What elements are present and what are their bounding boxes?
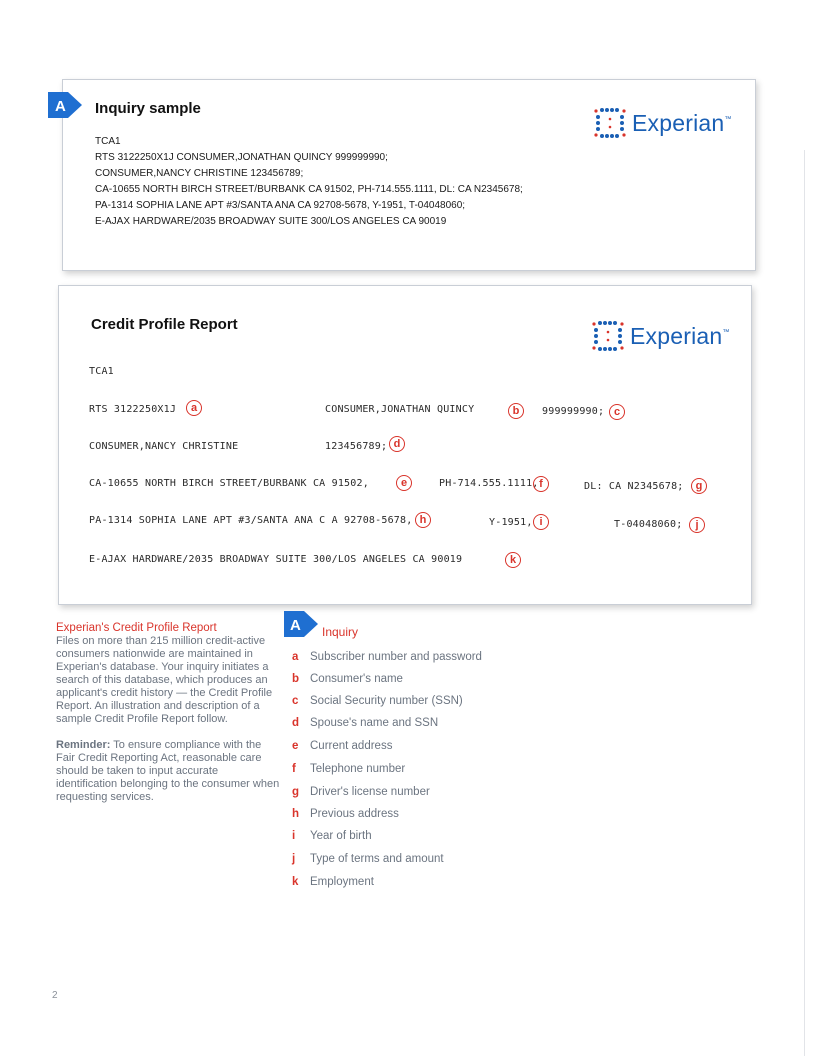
reminder-paragraph (56, 739, 281, 804)
legend-letter: e (292, 740, 299, 752)
badge-letter: A (290, 617, 301, 634)
report-year-of-birth: Y-1951, (489, 517, 533, 528)
marker-b: b (508, 403, 524, 419)
legend-letter: d (292, 717, 300, 729)
legend-label: Subscriber number and password (310, 651, 482, 663)
marker-g: g (691, 478, 707, 494)
legend-letter: c (292, 695, 299, 707)
legend-label: Previous address (310, 808, 399, 820)
legend-label: Spouse's name and SSN (310, 717, 439, 729)
experian-logo-text: Experian (632, 109, 725, 136)
report-rts: RTS 3122250X1J (89, 404, 177, 415)
legend-item (292, 853, 444, 865)
report-tca: TCA1 (89, 366, 114, 377)
legend-item (292, 763, 405, 775)
marker-e: e (396, 475, 412, 491)
page-number: 2 (52, 990, 58, 1001)
report-ssn: 999999990; (542, 406, 605, 417)
trademark-symbol: ™ (724, 115, 732, 123)
report-previous-address: PA-1314 SOPHIA LANE APT #3/SANTA ANA C A 92708-5678, (89, 515, 413, 526)
inquiry-sample-title: Inquiry sample (95, 100, 201, 117)
legend-item (292, 717, 438, 729)
legend-letter: k (292, 876, 299, 888)
trademark-symbol: ™ (722, 328, 730, 336)
legend-label: Current address (310, 740, 393, 752)
legend-a-badge-icon (284, 611, 318, 637)
legend-item (292, 786, 430, 798)
experian-logo (591, 320, 729, 352)
legend-label: Telephone number (310, 763, 406, 775)
legend-item (292, 651, 482, 663)
legend-item (292, 830, 372, 842)
legend-letter: i (292, 830, 296, 842)
inquiry-line: CONSUMER,NANCY CHRISTINE 123456789; (95, 168, 304, 179)
legend-label: Consumer's name (310, 673, 403, 685)
report-description (56, 622, 281, 804)
marker-f: f (533, 476, 549, 492)
reminder-text: To ensure compliance with the Fair Credit Reporting Act, reasonable care should be taken to input accurate identification belonging to the consumer when requesting services. (56, 739, 280, 803)
badge-letter: A (55, 98, 66, 115)
legend-label: Driver's license number (310, 786, 430, 798)
legend-letter: f (292, 763, 296, 775)
inquiry-line: RTS 3122250X1J CONSUMER,JONATHAN QUINCY 999999990; (95, 152, 388, 163)
experian-logo (593, 107, 731, 139)
report-drivers-license: DL: CA N2345678; (584, 481, 684, 492)
legend-item (292, 673, 403, 685)
experian-logo-icon (593, 107, 627, 139)
marker-c: c (609, 404, 625, 420)
inquiry-sample-card (62, 79, 756, 271)
page-edge-divider (804, 150, 805, 1056)
legend-label: Type of terms and amount (310, 853, 444, 865)
legend-label: Social Security number (SSN) (310, 695, 463, 707)
legend-letter: a (292, 651, 299, 663)
legend-title: Inquiry (322, 625, 359, 639)
experian-logo-text: Experian (630, 322, 723, 349)
legend-item (292, 808, 399, 820)
report-employment: E-AJAX HARDWARE/2035 BROADWAY SUITE 300/LOS ANGELES CA 90019 (89, 554, 463, 565)
report-phone: PH-714.555.1111, (439, 478, 539, 489)
credit-profile-report-title: Credit Profile Report (91, 316, 238, 333)
reminder-label: Reminder: (56, 739, 111, 751)
inquiry-line: CA-10655 NORTH BIRCH STREET/BURBANK CA 91502, PH-714.555.1111, DL: CA N2345678; (95, 184, 523, 195)
report-consumer-name: CONSUMER,JONATHAN QUINCY (325, 404, 475, 415)
legend-item (292, 876, 374, 888)
report-current-address: CA-10655 NORTH BIRCH STREET/BURBANK CA 91502, (89, 478, 369, 489)
legend-label: Employment (310, 876, 374, 888)
report-spouse-name: CONSUMER,NANCY CHRISTINE (89, 441, 239, 452)
inquiry-line: PA-1314 SOPHIA LANE APT #3/SANTA ANA CA 92708-5678, Y-1951, T-04048060; (95, 200, 466, 211)
section-a-badge-icon (48, 92, 82, 118)
marker-j: j (689, 517, 705, 533)
inquiry-line: TCA1 (95, 136, 121, 147)
marker-i: i (533, 514, 549, 530)
legend-item (292, 740, 392, 752)
experian-logo-icon (591, 320, 625, 352)
report-spouse-ssn: 123456789; (325, 441, 388, 452)
legend-letter: j (292, 853, 296, 865)
inquiry-line: E-AJAX HARDWARE/2035 BROADWAY SUITE 300/LOS ANGELES CA 90019 (95, 216, 447, 227)
report-terms: T-04048060; (614, 519, 683, 530)
marker-d: d (389, 436, 405, 452)
credit-profile-report-card (58, 285, 752, 605)
inquiry-sample-lines (95, 134, 523, 230)
description-heading: Experian's Credit Profile Report (56, 622, 217, 634)
description-body: Files on more than 215 million credit-active consumers nationwide are maintained in Experian's database. Your inquiry initiates a search of this database, which produces an applicant's credit history — the Credit Profile Report. An illustration and description of a sample Credit Profile Report follow. (56, 635, 273, 725)
legend-letter: g (292, 786, 300, 798)
marker-h: h (415, 512, 431, 528)
legend-label: Year of birth (310, 830, 372, 842)
legend-letter: b (292, 673, 300, 685)
legend-item (292, 695, 463, 707)
legend-letter: h (292, 808, 300, 820)
marker-k: k (505, 552, 521, 568)
marker-a: a (186, 400, 202, 416)
